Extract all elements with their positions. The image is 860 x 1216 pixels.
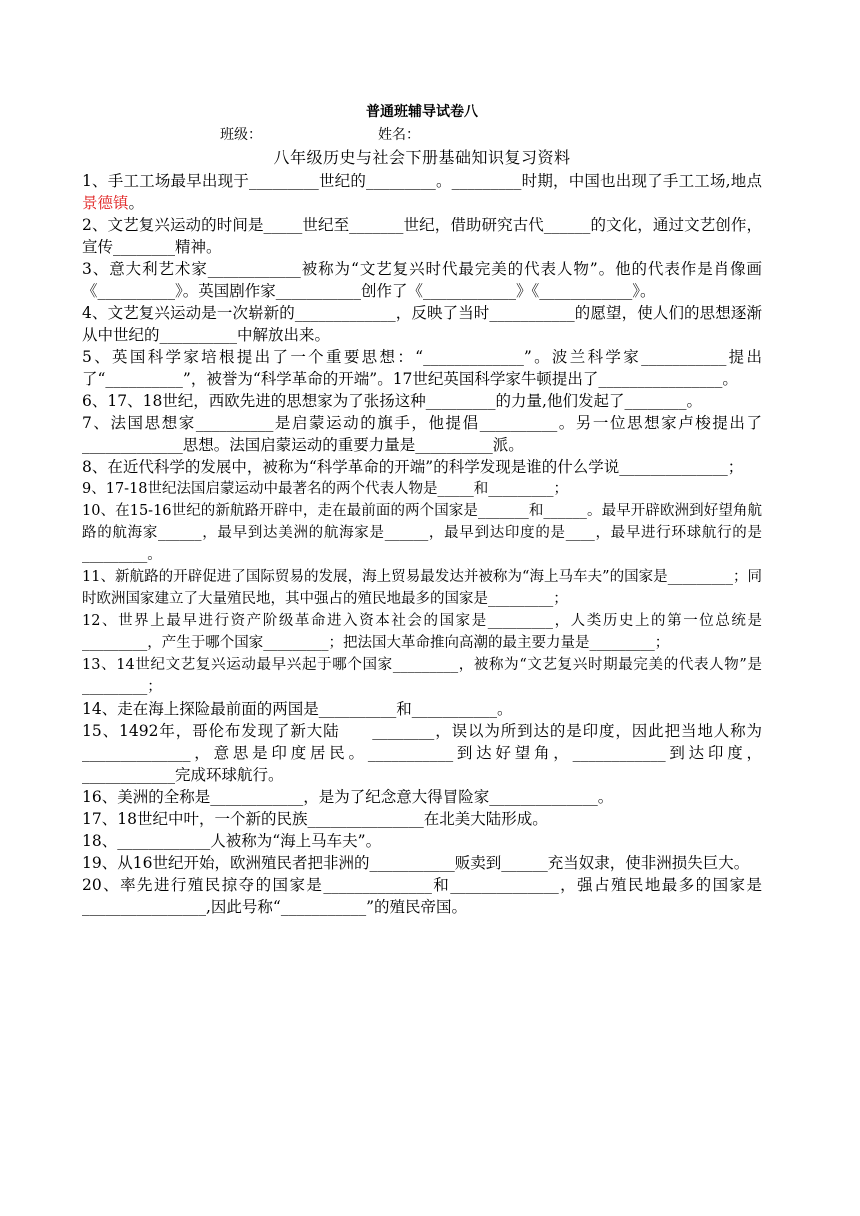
page-title: 普通班辅导试卷八 [366,104,478,120]
question-text-end: 。 [128,194,145,212]
question-item: 9、17-18世纪法国启蒙运动中最著名的两个代表人物是_____和_________； [82,481,569,497]
highlighted-answer: 景德镇 [82,194,129,212]
question-item: 18、____________人被称为“海上马车夫”。 [82,832,382,850]
question-item [82,170,762,214]
question-item: 15、1492年，哥伦布发现了新大陆 ________，误以为所到达的是印度，因此把当地人称为______________，意思是印度居民。___________到达好望角，____________到达印度，____________完成环球航行。 [82,722,762,784]
question-item: 17、18世纪中叶，一个新的民族_______________在北美大陆形成。 [82,810,548,828]
question-text: 1、手工工场最早出现于_________世纪的_________。_________时期，中国也出现了手工工场,地点 [82,172,762,190]
question-item: 4、文艺复兴运动是一次崭新的_____________，反映了当时___________的愿望，使人们的思想逐渐从中世纪的__________中解放出来。 [82,304,762,344]
question-item: 12、世界上最早进行资产阶级革命进入资本社会的国家是_________，人类历史上的第一位总统是_________，产生于哪个国家_________；把法国大革命推向高潮的最主要力量是_________； [82,613,762,651]
question-list [82,170,762,918]
question-item: 20、率先进行殖民掠夺的国家是______________和______________，强占殖民地最多的国家是________________,因此号称“___________”的殖民帝国。 [82,876,762,916]
page-subtitle: 八年级历史与社会下册基础知识复习资料 [273,148,571,167]
question-item: 5、英国科学家培根提出了一个重要思想：“_____________”。波兰科学家___________提出了“__________”，被誉为“科学革命的开端”。17世纪英国科学家牛顿提出了________________。 [82,348,762,388]
question-item: 2、文艺复兴运动的时间是_____世纪至_______世纪，借助研究古代______的文化，通过文艺创作，宣传________精神。 [82,216,762,256]
document-page [82,100,762,918]
question-item: 14、走在海上探险最前面的两国是__________和___________。 [82,700,513,718]
question-item: 3、意大利艺术家____________被称为“文艺复兴时代最完美的代表人物”。他的代表作是肖像画《__________》。英国剧作家___________创作了《____________》《____________》。 [82,260,762,300]
question-item: 7、法国思想家__________是启蒙运动的旗手，他提倡__________。另一位思想家卢梭提出了_____________思想。法国启蒙运动的重要力量是__________派。 [82,414,762,454]
class-label: 班级： [220,127,262,143]
name-label: 姓名： [378,127,420,143]
question-item: 8、在近代科学的发展中，被称为“科学革命的开端”的科学发现是谁的什么学说______________； [82,458,744,476]
question-item: 11、新航路的开辟促进了国际贸易的发展，海上贸易最发达并被称为“海上马车夫”的国家是_________；同时欧洲国家建立了大量殖民地，其中强占的殖民地最多的国家是_________； [82,569,762,607]
question-item: 10、在15-16世纪的新航路开辟中，走在最前面的两个国家是_______和______。最早开辟欧洲到好望角航路的航海家______，最早到达美洲的航海家是______，最早到达印度的是____，最早进行环球航行的是_________。 [82,503,762,563]
question-item: 6、17、18世纪，西欧先进的思想家为了张扬这种_________的力量,他们发起了________。 [82,392,702,410]
question-item: 16、美洲的全称是____________，是为了纪念意大得冒险家______________。 [82,788,614,806]
question-item: 19、从16世纪开始，欧洲殖民者把非洲的___________贩卖到______充当奴隶，使非洲损失巨大。 [82,854,750,872]
student-info-row [82,124,762,146]
question-item: 13、14世纪文艺复兴运动最早兴起于哪个国家_________，被称为“文艺复兴时期最完美的代表人物”是_________； [82,657,762,695]
